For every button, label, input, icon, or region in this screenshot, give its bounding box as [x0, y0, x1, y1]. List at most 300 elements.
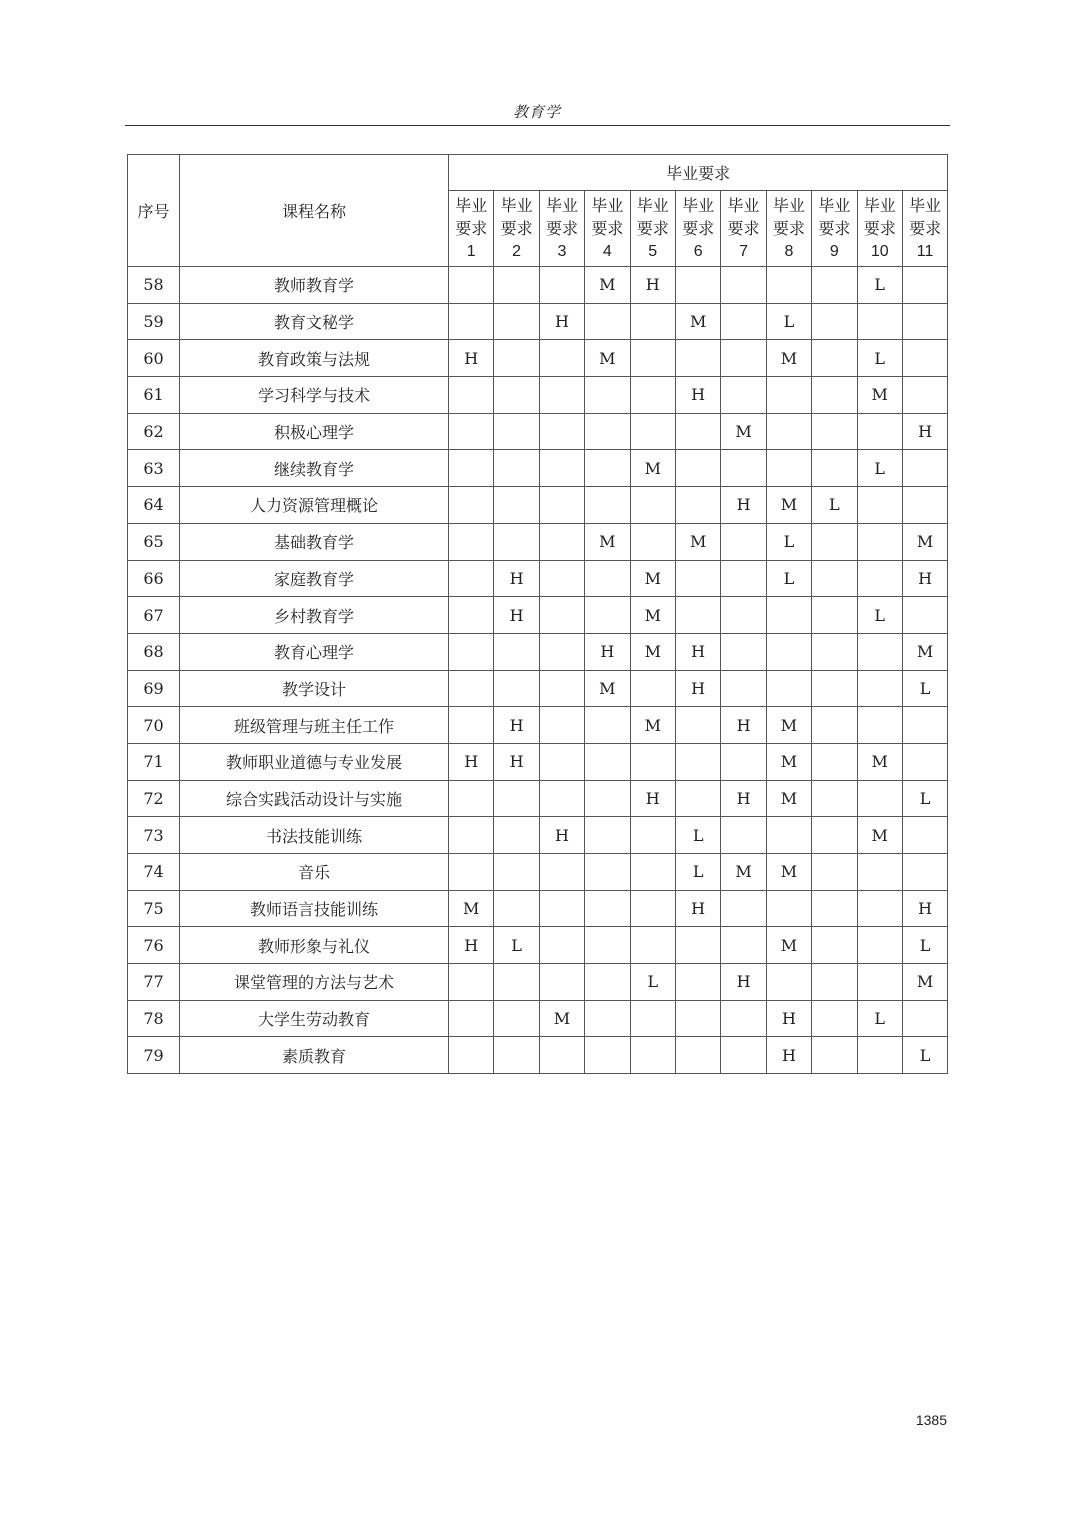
support-level-cell [812, 523, 857, 560]
row-seq: 59 [128, 303, 180, 340]
requirement-header-line1: 毕业 [545, 196, 578, 215]
row-seq: 63 [128, 450, 180, 487]
row-seq: 78 [128, 1000, 180, 1037]
support-level-cell [812, 1037, 857, 1074]
requirement-header-line2: 要求 [636, 219, 669, 238]
support-level-cell: L [766, 560, 811, 597]
support-level-cell: M [630, 450, 675, 487]
page-number: 1385 [915, 1412, 947, 1428]
support-level-cell [766, 817, 811, 854]
requirement-header-line2: 要求 [818, 219, 851, 238]
requirement-header-line2: 要求 [455, 219, 488, 238]
support-level-cell: H [449, 927, 494, 964]
support-level-cell: H [449, 340, 494, 377]
row-course-name: 积极心理学 [180, 413, 449, 450]
support-level-cell [721, 340, 766, 377]
support-level-cell: M [630, 633, 675, 670]
support-level-cell: L [766, 303, 811, 340]
support-level-cell: H [630, 267, 675, 304]
support-level-cell [812, 450, 857, 487]
support-level-cell: M [857, 743, 902, 780]
requirement-header-line1: 毕业 [818, 196, 851, 215]
support-level-cell [902, 854, 947, 891]
support-level-cell [449, 817, 494, 854]
group-header-requirements: 毕业要求 [449, 155, 948, 191]
support-level-cell: L [857, 340, 902, 377]
support-level-cell [857, 670, 902, 707]
support-level-cell [494, 303, 539, 340]
support-level-cell [857, 964, 902, 1001]
support-level-cell: M [675, 303, 720, 340]
support-level-cell: L [857, 450, 902, 487]
support-level-cell [766, 450, 811, 487]
requirement-header-number: 10 [870, 243, 889, 260]
support-level-cell [766, 413, 811, 450]
support-level-cell [721, 890, 766, 927]
support-level-cell: M [675, 523, 720, 560]
support-level-cell: M [585, 340, 630, 377]
support-level-cell [539, 413, 584, 450]
row-course-name: 教师语言技能训练 [180, 890, 449, 927]
row-seq: 65 [128, 523, 180, 560]
table-row [128, 927, 948, 964]
support-level-cell [494, 964, 539, 1001]
support-level-cell: H [539, 303, 584, 340]
support-level-cell [902, 303, 947, 340]
table-row [128, 267, 948, 304]
support-level-cell: M [585, 523, 630, 560]
requirement-header-line1: 毕业 [455, 196, 488, 215]
support-level-cell: H [539, 817, 584, 854]
requirement-header-number: 2 [512, 243, 522, 260]
row-seq: 73 [128, 817, 180, 854]
table-row [128, 854, 948, 891]
support-level-cell: H [675, 377, 720, 414]
support-level-cell [539, 487, 584, 524]
row-seq: 62 [128, 413, 180, 450]
support-level-cell: M [902, 964, 947, 1001]
requirement-header-8 [766, 191, 811, 267]
support-level-cell [494, 1000, 539, 1037]
support-level-cell [449, 413, 494, 450]
support-level-cell: L [766, 523, 811, 560]
row-seq: 61 [128, 377, 180, 414]
support-level-cell: H [721, 964, 766, 1001]
support-level-cell [449, 450, 494, 487]
support-level-cell [721, 523, 766, 560]
support-level-cell [812, 927, 857, 964]
support-level-cell [675, 964, 720, 1001]
support-level-cell [902, 377, 947, 414]
requirement-header-line1: 毕业 [500, 196, 533, 215]
support-level-cell [766, 670, 811, 707]
row-seq: 72 [128, 780, 180, 817]
support-level-cell [675, 340, 720, 377]
table-row [128, 303, 948, 340]
support-level-cell [857, 487, 902, 524]
row-seq: 74 [128, 854, 180, 891]
table-row [128, 890, 948, 927]
requirement-header-line2: 要求 [545, 219, 578, 238]
support-level-cell [539, 964, 584, 1001]
column-header-course: 课程名称 [180, 155, 449, 267]
support-level-cell [585, 780, 630, 817]
support-level-cell [812, 267, 857, 304]
support-level-cell [449, 267, 494, 304]
support-level-cell [494, 267, 539, 304]
support-level-cell [812, 340, 857, 377]
requirement-header-number: 5 [648, 243, 658, 260]
support-level-cell [630, 413, 675, 450]
support-level-cell [630, 817, 675, 854]
requirement-header-5 [630, 191, 675, 267]
support-level-cell: H [494, 743, 539, 780]
support-level-cell [630, 487, 675, 524]
table-row [128, 487, 948, 524]
support-level-cell [675, 597, 720, 634]
row-seq: 64 [128, 487, 180, 524]
support-level-cell: M [857, 377, 902, 414]
support-level-cell [812, 377, 857, 414]
support-level-cell [539, 633, 584, 670]
support-level-cell [449, 1037, 494, 1074]
support-level-cell [675, 450, 720, 487]
support-level-cell [449, 670, 494, 707]
support-level-cell [675, 1037, 720, 1074]
row-course-name: 教育心理学 [180, 633, 449, 670]
support-level-cell: M [766, 854, 811, 891]
table-row [128, 450, 948, 487]
table-row [128, 523, 948, 560]
support-level-cell [902, 597, 947, 634]
support-level-cell [539, 1037, 584, 1074]
requirement-header-number: 6 [693, 243, 703, 260]
support-level-cell [857, 633, 902, 670]
support-level-cell [675, 707, 720, 744]
requirement-header-number: 4 [602, 243, 612, 260]
row-seq: 67 [128, 597, 180, 634]
row-course-name: 教师职业道德与专业发展 [180, 743, 449, 780]
support-level-cell [812, 817, 857, 854]
support-level-cell: M [902, 523, 947, 560]
support-level-cell [449, 597, 494, 634]
support-level-cell [449, 523, 494, 560]
support-level-cell [812, 303, 857, 340]
support-level-cell [494, 1037, 539, 1074]
requirement-header-line1: 毕业 [909, 196, 942, 215]
support-level-cell [812, 707, 857, 744]
support-level-cell [539, 780, 584, 817]
support-level-cell: H [721, 780, 766, 817]
support-level-cell [585, 817, 630, 854]
column-header-seq: 序号 [128, 155, 180, 267]
table-row [128, 1037, 948, 1074]
row-course-name: 教育文秘学 [180, 303, 449, 340]
row-course-name: 家庭教育学 [180, 560, 449, 597]
row-seq: 77 [128, 964, 180, 1001]
row-course-name: 教育政策与法规 [180, 340, 449, 377]
requirement-header-3 [539, 191, 584, 267]
requirement-header-number: 1 [466, 243, 476, 260]
support-level-cell [721, 1037, 766, 1074]
support-level-cell: H [630, 780, 675, 817]
support-level-cell [539, 340, 584, 377]
row-seq: 75 [128, 890, 180, 927]
support-level-cell [630, 927, 675, 964]
requirement-header-number: 11 [916, 243, 934, 260]
support-level-cell [857, 1037, 902, 1074]
support-level-cell [630, 303, 675, 340]
support-level-cell [812, 780, 857, 817]
table-row [128, 340, 948, 377]
requirement-header-line2: 要求 [772, 219, 805, 238]
support-level-cell [630, 743, 675, 780]
support-level-cell: M [630, 560, 675, 597]
row-course-name: 学习科学与技术 [180, 377, 449, 414]
row-course-name: 人力资源管理概论 [180, 487, 449, 524]
support-level-cell [630, 854, 675, 891]
requirement-header-6 [675, 191, 720, 267]
support-level-cell: L [902, 1037, 947, 1074]
support-level-cell [585, 377, 630, 414]
support-level-cell [630, 1000, 675, 1037]
course-requirement-matrix [127, 154, 948, 1074]
support-level-cell [766, 377, 811, 414]
support-level-cell [902, 1000, 947, 1037]
support-level-cell [539, 927, 584, 964]
support-level-cell [494, 487, 539, 524]
support-level-cell [857, 927, 902, 964]
support-level-cell [766, 890, 811, 927]
support-level-cell [494, 377, 539, 414]
table-row [128, 964, 948, 1001]
support-level-cell [539, 854, 584, 891]
row-seq: 69 [128, 670, 180, 707]
support-level-cell: H [721, 707, 766, 744]
table-row [128, 743, 948, 780]
support-level-cell [585, 927, 630, 964]
table-row [128, 817, 948, 854]
support-level-cell [721, 597, 766, 634]
support-level-cell [812, 1000, 857, 1037]
row-course-name: 基础教育学 [180, 523, 449, 560]
support-level-cell [721, 450, 766, 487]
support-level-cell [857, 523, 902, 560]
requirement-header-line2: 要求 [863, 219, 896, 238]
row-seq: 60 [128, 340, 180, 377]
support-level-cell: H [721, 487, 766, 524]
support-level-cell [675, 487, 720, 524]
support-level-cell [812, 597, 857, 634]
support-level-cell [902, 450, 947, 487]
support-level-cell [675, 780, 720, 817]
support-level-cell [902, 817, 947, 854]
support-level-cell [721, 560, 766, 597]
support-level-cell [812, 964, 857, 1001]
support-level-cell [721, 817, 766, 854]
support-level-cell: H [449, 743, 494, 780]
support-level-cell [539, 743, 584, 780]
support-level-cell: H [902, 890, 947, 927]
requirement-header-11 [902, 191, 947, 267]
support-level-cell [812, 413, 857, 450]
support-level-cell [721, 1000, 766, 1037]
support-level-cell: M [902, 633, 947, 670]
support-level-cell: M [630, 707, 675, 744]
support-level-cell: H [766, 1037, 811, 1074]
support-level-cell: M [585, 670, 630, 707]
table-row [128, 780, 948, 817]
row-course-name: 课堂管理的方法与艺术 [180, 964, 449, 1001]
support-level-cell [857, 780, 902, 817]
support-level-cell [585, 1000, 630, 1037]
row-course-name: 教师形象与礼仪 [180, 927, 449, 964]
support-level-cell [494, 670, 539, 707]
support-level-cell [539, 890, 584, 927]
support-level-cell [539, 670, 584, 707]
requirement-header-2 [494, 191, 539, 267]
support-level-cell: M [766, 743, 811, 780]
row-seq: 76 [128, 927, 180, 964]
table-row [128, 707, 948, 744]
support-level-cell [494, 450, 539, 487]
support-level-cell [539, 450, 584, 487]
support-level-cell: L [494, 927, 539, 964]
support-level-cell [494, 817, 539, 854]
requirement-header-line1: 毕业 [591, 196, 624, 215]
support-level-cell [449, 303, 494, 340]
support-level-cell: M [766, 927, 811, 964]
requirement-header-7 [721, 191, 766, 267]
requirement-header-4 [585, 191, 630, 267]
support-level-cell [902, 743, 947, 780]
requirement-header-line1: 毕业 [682, 196, 715, 215]
support-level-cell [585, 303, 630, 340]
support-level-cell: L [902, 927, 947, 964]
support-level-cell [721, 303, 766, 340]
support-level-cell [812, 670, 857, 707]
support-level-cell: M [766, 340, 811, 377]
support-level-cell: M [721, 854, 766, 891]
requirement-header-line2: 要求 [727, 219, 760, 238]
support-level-cell [494, 340, 539, 377]
support-level-cell [494, 854, 539, 891]
support-level-cell [675, 413, 720, 450]
support-level-cell [675, 560, 720, 597]
support-level-cell: H [675, 633, 720, 670]
support-level-cell: H [494, 560, 539, 597]
support-level-cell: L [630, 964, 675, 1001]
support-level-cell [902, 340, 947, 377]
support-level-cell [585, 743, 630, 780]
table-row [128, 1000, 948, 1037]
support-level-cell [585, 890, 630, 927]
support-level-cell: L [857, 1000, 902, 1037]
support-level-cell [585, 1037, 630, 1074]
row-course-name: 音乐 [180, 854, 449, 891]
support-level-cell [675, 927, 720, 964]
row-course-name: 书法技能训练 [180, 817, 449, 854]
support-level-cell: M [857, 817, 902, 854]
support-level-cell [630, 1037, 675, 1074]
support-level-cell: M [630, 597, 675, 634]
support-level-cell: H [766, 1000, 811, 1037]
row-course-name: 综合实践活动设计与实施 [180, 780, 449, 817]
support-level-cell [766, 267, 811, 304]
support-level-cell [675, 267, 720, 304]
row-course-name: 乡村教育学 [180, 597, 449, 634]
table-row [128, 560, 948, 597]
support-level-cell [494, 890, 539, 927]
table-row [128, 413, 948, 450]
row-course-name: 教学设计 [180, 670, 449, 707]
support-level-cell [721, 670, 766, 707]
support-level-cell: H [494, 707, 539, 744]
support-level-cell: L [675, 817, 720, 854]
row-seq: 58 [128, 267, 180, 304]
support-level-cell [585, 413, 630, 450]
support-level-cell: L [857, 597, 902, 634]
requirement-header-line1: 毕业 [727, 196, 760, 215]
support-level-cell [721, 377, 766, 414]
support-level-cell [812, 560, 857, 597]
support-level-cell [812, 633, 857, 670]
support-level-cell [494, 413, 539, 450]
row-seq: 66 [128, 560, 180, 597]
support-level-cell: L [902, 670, 947, 707]
support-level-cell: M [766, 487, 811, 524]
requirement-header-number: 8 [784, 243, 794, 260]
support-level-cell: M [766, 780, 811, 817]
support-level-cell [766, 964, 811, 1001]
row-course-name: 班级管理与班主任工作 [180, 707, 449, 744]
support-level-cell [449, 707, 494, 744]
support-level-cell [585, 854, 630, 891]
support-level-cell [449, 1000, 494, 1037]
support-level-cell [766, 633, 811, 670]
support-level-cell [812, 890, 857, 927]
support-level-cell [449, 560, 494, 597]
support-level-cell [630, 670, 675, 707]
support-level-cell [494, 780, 539, 817]
support-level-cell [630, 377, 675, 414]
support-level-cell [812, 854, 857, 891]
support-level-cell [449, 633, 494, 670]
support-level-cell: L [902, 780, 947, 817]
requirement-header-number: 9 [829, 243, 839, 260]
requirement-header-number: 7 [739, 243, 748, 260]
table-row [128, 633, 948, 670]
support-level-cell [721, 743, 766, 780]
row-course-name: 素质教育 [180, 1037, 449, 1074]
support-level-cell [902, 707, 947, 744]
support-level-cell [675, 1000, 720, 1037]
support-level-cell [449, 964, 494, 1001]
support-level-cell [630, 523, 675, 560]
table-row [128, 670, 948, 707]
row-course-name: 继续教育学 [180, 450, 449, 487]
support-level-cell [494, 633, 539, 670]
support-level-cell [539, 707, 584, 744]
support-level-cell [585, 597, 630, 634]
header-rule [125, 125, 950, 126]
row-course-name: 大学生劳动教育 [180, 1000, 449, 1037]
support-level-cell: H [902, 560, 947, 597]
support-level-cell [449, 487, 494, 524]
support-level-cell [857, 303, 902, 340]
support-level-cell: L [857, 267, 902, 304]
support-level-cell [857, 854, 902, 891]
